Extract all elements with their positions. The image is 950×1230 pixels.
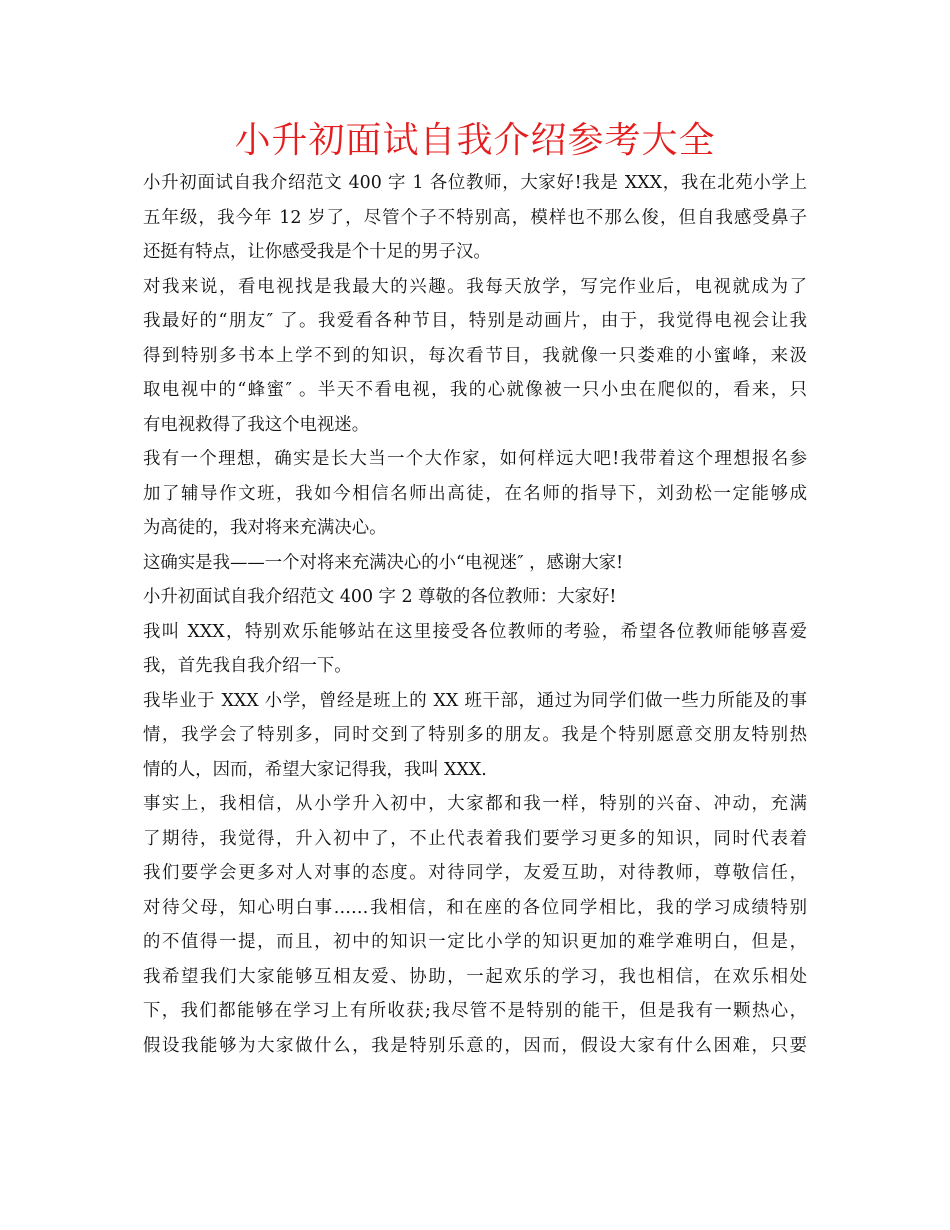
body-line: 为高徒的，我对将来充满决心。 (143, 518, 387, 538)
document-title: 小升初面试自我介绍参考大全 (234, 120, 716, 161)
body-line: 这确实是我——一个对将来充满决心的小“电视迷″ ，感谢大家! (143, 552, 624, 573)
body-line: 的不值得一提，而且，初中的知识一定比小学的知识更加的难学难明白，但是， (143, 932, 807, 952)
body-line: 假设我能够为大家做什么，我是特别乐意的，因而，假设大家有什么困难，只要 (143, 1035, 807, 1056)
body-line: 我有一个理想，确实是长大当一个大作家，如何样远大吧!我带着这个理想报名参 (143, 449, 807, 469)
body-line: 取电视中的“蜂蜜″ 。半天不看电视，我的心就像被一只小虫在爬似的，看来，只 (143, 380, 807, 400)
body-line: 加了辅导作文班，我如今相信名师出高徒，在名师的指导下，刘劲松一定能够成 (143, 483, 807, 504)
document-body (143, 166, 807, 1063)
body-line: 对我来说，看电视找是我最大的兴趣。我每天放学，写完作业后，电视就成为了 (143, 276, 807, 297)
body-line: 我希望我们大家能够互相友爱、协助，一起欢乐的学习，我也相信，在欢乐相处 (143, 966, 807, 987)
body-line: 事实上，我相信，从小学升入初中，大家都和我一样，特别的兴奋、冲动，充满 (143, 794, 807, 814)
body-line: 我最好的“朋友″ 了。我爱看各种节目，特别是动画片，由于，我觉得电视会让我 (143, 311, 807, 331)
body-line: 得到特别多书本上学不到的知识，每次看节目，我就像一只娄难的小蜜峰，来汲 (143, 345, 807, 366)
body-line: 下，我们都能够在学习上有所收获;我尽管不是特别的能干，但是我有一颗热心， (143, 1001, 807, 1021)
body-line: 小升初面试自我介绍范文 400 字 2 尊敬的各位教师：大家好! (143, 587, 617, 607)
body-line: 有电视救得了我这个电视迷。 (143, 414, 370, 435)
body-line: 我叫 XXX，特别欢乐能够站在这里接受各位教师的考验，希望各位教师能够喜爱 (143, 621, 807, 642)
body-line: 五年级，我今年 12 岁了，尽管个子不特别高，模样也不那么俊，但自我感受鼻子 (143, 207, 807, 228)
body-line: 了期待，我觉得，升入初中了，不止代表着我们要学习更多的知识，同时代表着 (143, 828, 807, 849)
body-line: 我毕业于 XXX 小学，曾经是班上的 XX 班干部，通过为同学们做一些力所能及的事 (143, 690, 807, 711)
body-line: 我们要学会更多对人对事的态度。对待同学，友爱互助，对待教师，尊敬信任， (143, 863, 807, 883)
body-line: 情的人，因而，希望大家记得我，我叫 XXX. (143, 759, 487, 780)
body-line: 对待父母，知心明白事……我相信，和在座的各位同学相比，我的学习成绩特别 (143, 897, 807, 918)
body-line: 小升初面试自我介绍范文 400 字 1 各位教师，大家好!我是 XXX，我在北苑小学上 (143, 173, 807, 193)
body-line: 还挺有特点，让你感受我是个十足的男子汉。 (143, 242, 491, 262)
body-line: 情，我学会了特别多，同时交到了特别多的朋友。我是个特别愿意交朋友特别热 (143, 725, 807, 745)
body-line: 我，首先我自我介绍一下。 (143, 656, 352, 676)
